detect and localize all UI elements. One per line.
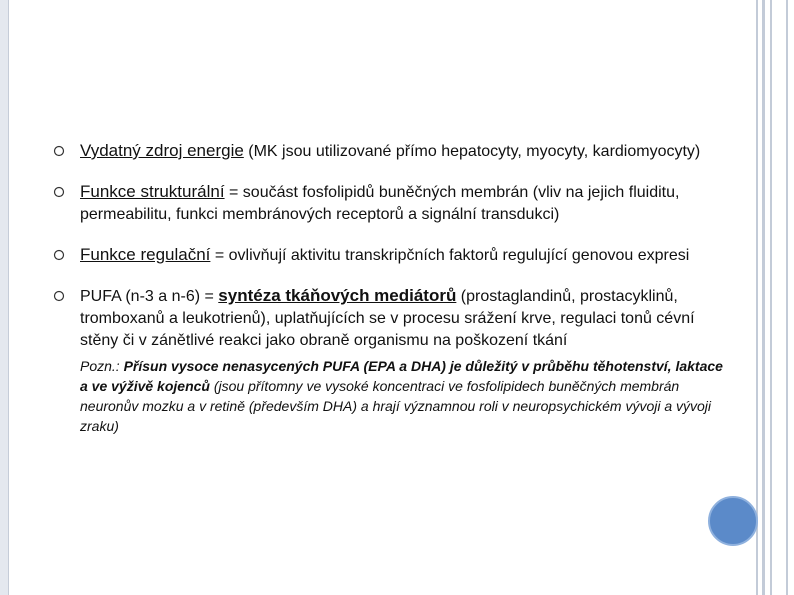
- bullet-text: = ovlivňují aktivitu transkripčních faktorů regulující genovou expresi: [210, 247, 690, 264]
- bullet-text: (MK jsou utilizované přímo hepatocyty, myocyty, kardiomyocyty): [243, 143, 701, 160]
- note-prefix: Pozn.:: [80, 358, 124, 374]
- bullet-regulatory-function: [52, 244, 732, 267]
- bullet-prefix: PUFA (n-3 a n-6) =: [80, 288, 219, 305]
- slide-content: [52, 140, 732, 454]
- left-frame-border: [0, 0, 9, 595]
- bullet-title: Funkce regulační: [80, 245, 211, 264]
- bullet-structural-function: [52, 181, 732, 226]
- bullet-circle-icon: [52, 144, 66, 158]
- bullet-pufa-mediators: [52, 285, 732, 436]
- bullet-text: (prostaglandinů, prostacyklinů, tromboxanů a leukotrienů), uplatňujících se v procesu srážení krve, regulaci tonů cévní stěny či v zánětlivé reakci jako obraně organismu na poškození tkání: [80, 288, 695, 349]
- decorative-blue-circle: [708, 496, 758, 546]
- bullet-title: Vydatný zdroj energie: [80, 141, 244, 160]
- bullet-energy-source: [52, 140, 732, 163]
- bullet-circle-icon: [52, 289, 66, 303]
- note-bold-text: Přísun vysoce nenasycených PUFA (EPA a DHA) je důležitý v průběhu těhotenství, laktace a ve výživě kojenců: [80, 358, 723, 394]
- pufa-note: [80, 356, 732, 436]
- bullet-text: = součást fosfolipidů buněčných membrán (vliv na jejich fluiditu, permeabilitu, funkci membránových receptorů a signální transdukci): [80, 184, 680, 223]
- bullet-circle-icon: [52, 248, 66, 262]
- bullet-title: syntéza tkáňových mediátorů: [218, 286, 457, 305]
- note-text: (jsou přítomny ve vysoké koncentraci ve fosfolipidech buněčných membrán neuronův mozku a v retině (především DHA) a hrají významnou roli v neuropsychickém vývoji a vývoji zraku): [80, 378, 712, 434]
- bullet-circle-icon: [52, 185, 66, 199]
- bullet-title: Funkce strukturální: [80, 182, 225, 201]
